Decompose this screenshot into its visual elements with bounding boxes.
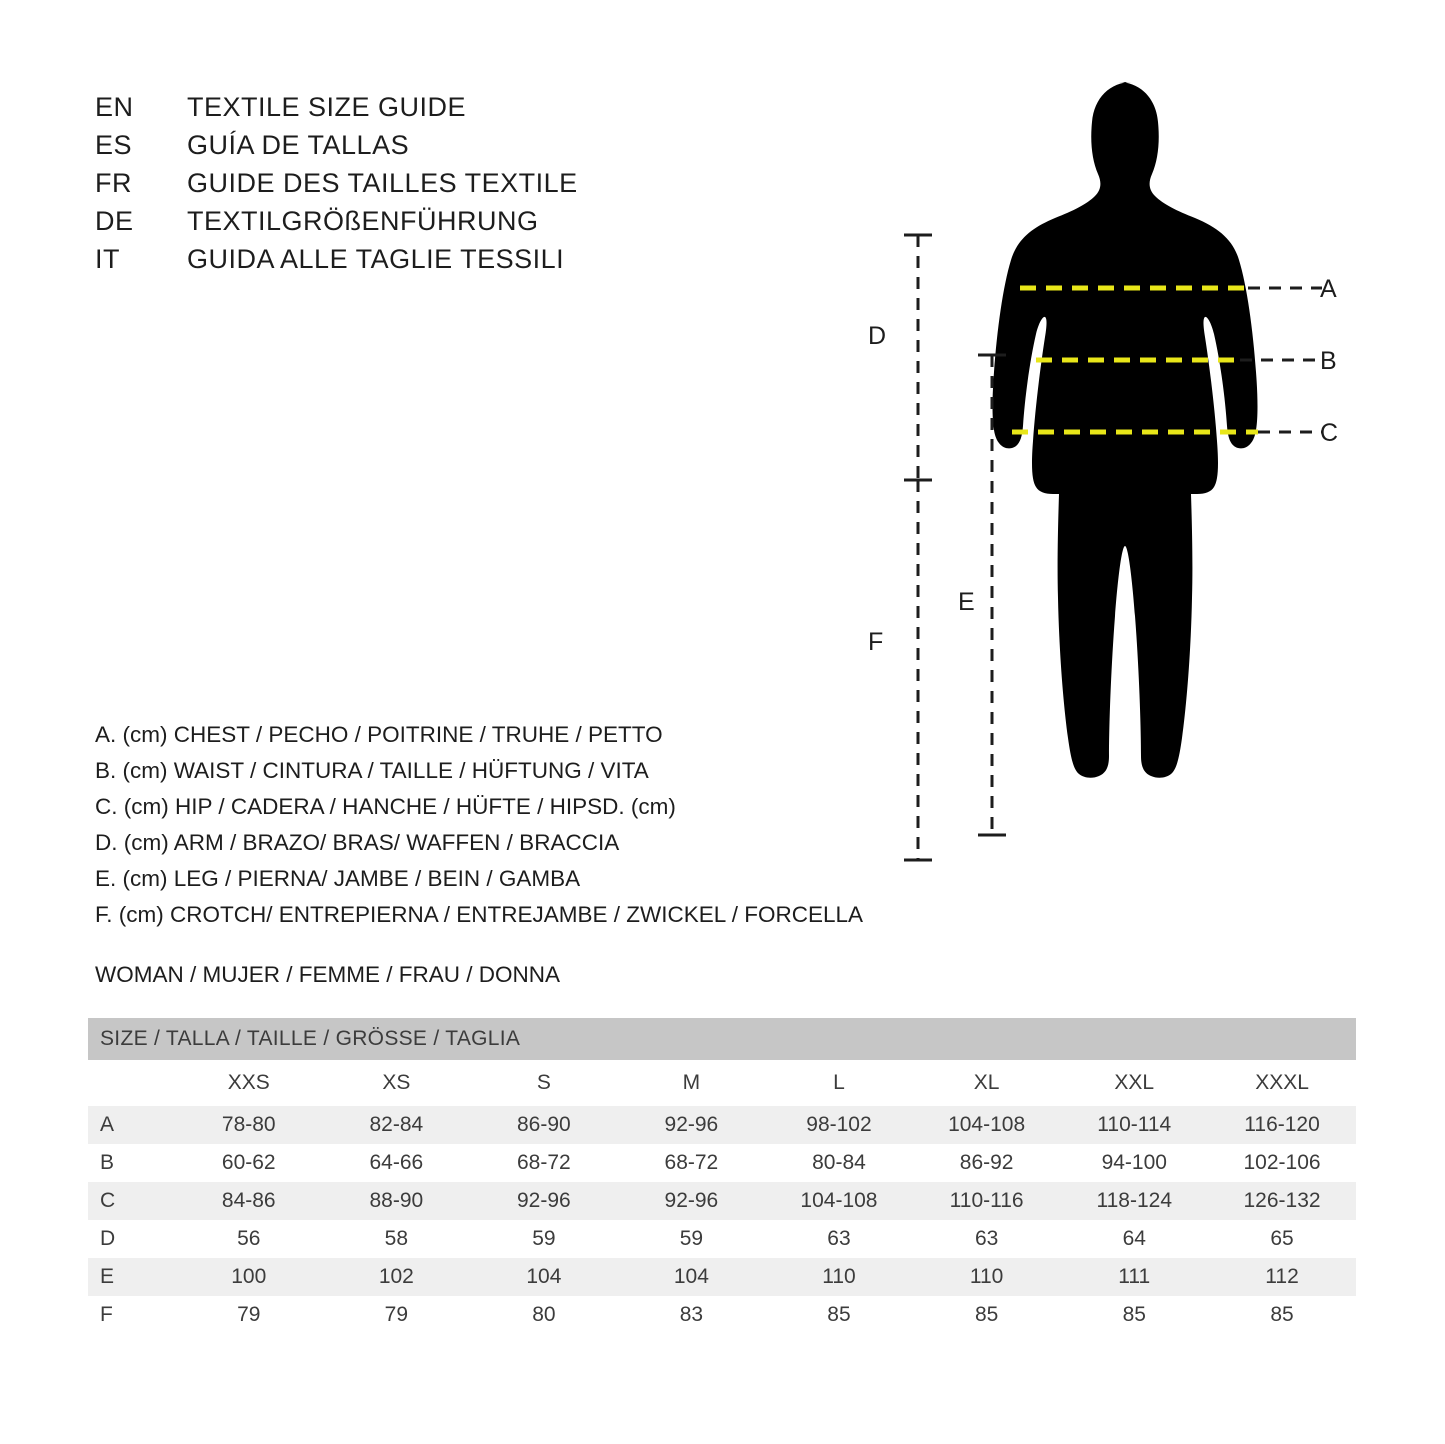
column-header-blank [88, 1060, 175, 1106]
cell-c-l: 104-108 [800, 1189, 878, 1212]
title-row [95, 206, 795, 244]
cell-f-xxxl: 85 [1270, 1303, 1294, 1326]
table-row [88, 1296, 1356, 1334]
cell-c-m: 92-96 [664, 1189, 719, 1212]
cell-e-xxs: 100 [231, 1265, 267, 1288]
title-lang-it: IT [95, 244, 120, 274]
title-lang-es: ES [95, 130, 133, 160]
table-row [88, 1258, 1356, 1296]
title-row [95, 244, 795, 282]
column-header-xl: XL [973, 1071, 1000, 1094]
cell-a-xs: 82-84 [369, 1113, 424, 1136]
marker-label-e: E [958, 588, 975, 616]
cell-a-xxl: 110-114 [1097, 1113, 1172, 1136]
cell-b-m: 68-72 [664, 1151, 719, 1174]
marker-label-d: D [868, 322, 887, 350]
row-key-e: E [100, 1265, 115, 1288]
cell-a-l: 98-102 [806, 1113, 872, 1136]
legend-item-e: E. (cm) LEG / PIERNA/ JAMBE / BEIN / GAMBA [95, 866, 581, 891]
title-row [95, 130, 795, 168]
cell-e-xl: 110 [969, 1265, 1004, 1288]
legend-item-c: C. (cm) HIP / CADERA / HANCHE / HÜFTE / HIPSD. (cm) [95, 794, 676, 819]
cell-a-xl: 104-108 [948, 1113, 1026, 1136]
gender-label: WOMAN / MUJER / FEMME / FRAU / DONNA [95, 962, 560, 987]
body-measurement-diagram [840, 60, 1400, 900]
table-row [88, 1106, 1356, 1144]
legend-item-f: F. (cm) CROTCH/ ENTREPIERNA / ENTREJAMBE / ZWICKEL / FORCELLA [95, 902, 863, 927]
title-lang-fr: FR [95, 168, 132, 198]
column-header-s: S [536, 1071, 551, 1094]
cell-b-xxxl: 102-106 [1243, 1151, 1321, 1174]
cell-c-xl: 110-116 [949, 1189, 1024, 1212]
cell-b-xl: 86-92 [959, 1151, 1014, 1174]
cell-f-xxs: 79 [237, 1303, 261, 1326]
cell-e-xs: 102 [378, 1265, 414, 1288]
cell-b-s: 68-72 [517, 1151, 571, 1174]
table-header-row [88, 1060, 1356, 1106]
column-header-xs: XS [382, 1071, 411, 1094]
row-key-c: C [100, 1189, 116, 1212]
cell-f-s: 80 [532, 1303, 556, 1326]
cell-e-xxxl: 112 [1265, 1265, 1299, 1288]
cell-f-l: 85 [827, 1303, 851, 1326]
cell-a-m: 92-96 [664, 1113, 719, 1136]
column-header-xxs: XXS [227, 1071, 270, 1094]
title-block [95, 92, 795, 282]
legend-item-b: B. (cm) WAIST / CINTURA / TAILLE / HÜFTUNG / VITA [95, 758, 649, 783]
cell-c-xxs: 84-86 [221, 1189, 276, 1212]
cell-c-xxxl: 126-132 [1243, 1189, 1321, 1212]
measurement-legend [95, 722, 955, 938]
title-row [95, 92, 795, 130]
table-row [88, 1144, 1356, 1182]
cell-d-xs: 58 [384, 1227, 409, 1250]
marker-label-a: A [1320, 275, 1337, 303]
title-row [95, 168, 795, 206]
table-row [88, 1220, 1356, 1258]
cell-a-xxxl: 116-120 [1244, 1113, 1320, 1136]
marker-label-b: B [1320, 347, 1337, 375]
cell-c-xs: 88-90 [369, 1189, 424, 1212]
cell-f-xl: 85 [974, 1303, 999, 1326]
marker-label-f: F [868, 628, 884, 656]
row-key-a: A [100, 1113, 115, 1136]
silhouette-figure-icon [840, 60, 1400, 900]
cell-b-xxl: 94-100 [1101, 1151, 1167, 1174]
column-header-xxl: XXL [1114, 1071, 1155, 1094]
title-text-es: GUÍA DE TALLAS [187, 130, 410, 160]
column-header-xxxl: XXXL [1255, 1071, 1309, 1094]
cell-b-xs: 64-66 [369, 1151, 424, 1174]
cell-f-xxl: 85 [1122, 1303, 1146, 1326]
cell-d-m: 59 [679, 1227, 704, 1250]
title-text-it: GUIDA ALLE TAGLIE TESSILI [187, 244, 565, 274]
title-lang-en: EN [95, 92, 134, 122]
cell-e-l: 110 [822, 1265, 856, 1288]
title-text-en: TEXTILE SIZE GUIDE [187, 92, 467, 122]
cell-d-xl: 63 [974, 1227, 999, 1250]
row-key-b: B [100, 1151, 115, 1174]
cell-d-l: 63 [827, 1227, 851, 1250]
cell-c-s: 92-96 [517, 1189, 571, 1212]
cell-a-xxs: 78-80 [221, 1113, 276, 1136]
title-text-de: TEXTILGRÖßENFÜHRUNG [187, 206, 539, 236]
cell-e-s: 104 [526, 1265, 562, 1288]
cell-e-xxl: 111 [1118, 1265, 1151, 1288]
cell-c-xxl: 118-124 [1096, 1189, 1173, 1212]
cell-b-l: 80-84 [812, 1151, 866, 1174]
cell-f-xs: 79 [384, 1303, 409, 1326]
legend-item-a: A. (cm) CHEST / PECHO / POITRINE / TRUHE / PETTO [95, 722, 663, 747]
cell-a-s: 86-90 [517, 1113, 571, 1136]
cell-d-xxs: 56 [237, 1227, 261, 1250]
size-table [88, 1018, 1356, 1334]
cell-d-xxxl: 65 [1270, 1227, 1294, 1250]
size-table-caption: SIZE / TALLA / TAILLE / GRÖSSE / TAGLIA [88, 1018, 1356, 1060]
table-row [88, 1182, 1356, 1220]
column-header-l: L [833, 1071, 845, 1094]
legend-item-d: D. (cm) ARM / BRAZO/ BRAS/ WAFFEN / BRACCIA [95, 830, 620, 855]
cell-f-m: 83 [679, 1303, 704, 1326]
cell-e-m: 104 [673, 1265, 709, 1288]
title-lang-de: DE [95, 206, 134, 236]
row-key-d: D [100, 1227, 116, 1250]
cell-d-xxl: 64 [1122, 1227, 1146, 1250]
cell-b-xxs: 60-62 [221, 1151, 276, 1174]
cell-d-s: 59 [532, 1227, 556, 1250]
column-header-m: M [682, 1071, 701, 1094]
marker-label-c: C [1320, 419, 1339, 447]
row-key-f: F [100, 1303, 113, 1326]
title-text-fr: GUIDE DES TAILLES TEXTILE [187, 168, 578, 198]
